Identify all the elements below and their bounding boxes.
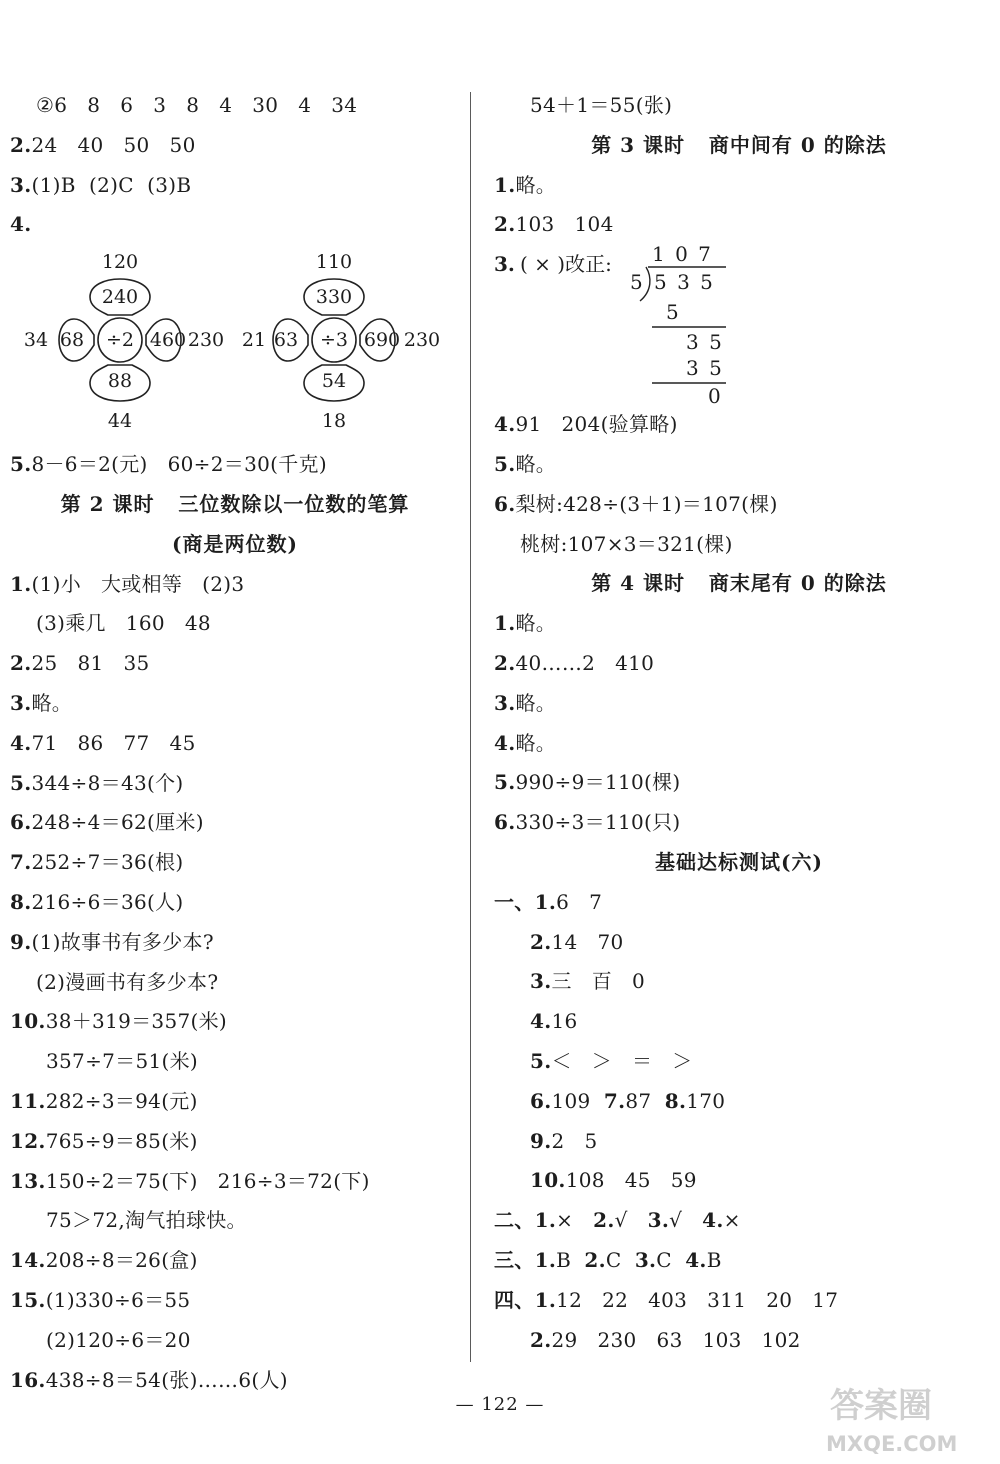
answer-line <box>494 445 984 485</box>
answer-line <box>494 1042 984 1082</box>
answer-text: 14 70 <box>551 929 624 954</box>
answer-line <box>494 405 984 445</box>
answer-text: √ <box>669 1208 703 1233</box>
answer-line <box>10 644 460 684</box>
answer-text: 40……2 410 <box>515 650 655 675</box>
question-number: 16. <box>10 1367 46 1392</box>
answer-text: 91 204(验算略) <box>515 412 678 437</box>
question-number: 8. <box>664 1088 687 1113</box>
section-heading: 第 4 课时 商末尾有 0 的除法 <box>591 571 887 596</box>
answer-line <box>10 126 460 166</box>
answer-text: 248÷4＝62(厘米) <box>31 810 204 835</box>
question-number: 2. <box>530 1327 552 1352</box>
flower-diagram-1 <box>24 251 224 432</box>
page-number: — 122 — <box>455 1394 545 1415</box>
question-number: 2. <box>10 651 32 676</box>
flower-center: ÷3 <box>319 329 349 352</box>
flower-bottom-value: 44 <box>107 410 133 433</box>
answer-text: (1)小 大或相等 (2)3 <box>31 571 245 596</box>
answer-text: (1)故事书有多少本? <box>31 929 214 954</box>
question-number: 二、1. <box>494 1208 557 1233</box>
answer-line <box>494 166 984 206</box>
answer-line: (2)120÷6＝20 <box>46 1327 191 1352</box>
answer-line <box>494 684 984 724</box>
section-heading: 第 2 课时 三位数除以一位数的笔算 <box>60 491 410 516</box>
question-number: 4. <box>10 212 32 237</box>
division-step: 3 5 <box>686 330 724 355</box>
flower-right-value: 230 <box>187 329 225 352</box>
question-number: 4. <box>494 730 516 755</box>
answer-line <box>494 1241 984 1281</box>
question-number: 5. <box>10 770 32 795</box>
question-number: 3. <box>10 172 32 197</box>
flower-top-value: 110 <box>315 251 353 274</box>
flower-diagrams <box>10 245 460 445</box>
answer-line: 75＞72,淘气拍球快。 <box>46 1208 247 1233</box>
question-number: 6. <box>10 810 32 835</box>
answer-line <box>494 763 984 803</box>
answer-line <box>10 1122 460 1162</box>
answer-line <box>10 1002 460 1042</box>
answer-line: ②6 8 6 3 8 4 30 4 34 <box>36 93 358 117</box>
question-number: 4. <box>702 1208 724 1233</box>
answer-text: √ <box>614 1208 648 1233</box>
answer-text: 略。 <box>31 690 73 715</box>
answer-line <box>10 843 460 883</box>
question-number: 11. <box>10 1088 46 1113</box>
answer-text: B <box>706 1247 722 1272</box>
question-number: 7. <box>10 850 32 875</box>
answer-text: 38＋319＝357(米) <box>45 1009 228 1034</box>
answer-line <box>494 485 984 525</box>
answer-line <box>10 803 460 843</box>
question-number: 2. <box>593 1208 615 1233</box>
answer-line: (2)漫画书有多少本? <box>36 969 219 994</box>
question-number: 2. <box>584 1247 606 1272</box>
question-number: 2. <box>530 929 552 954</box>
answer-line <box>10 1082 460 1122</box>
flower-left-value: 34 <box>23 329 49 352</box>
question-number: 14. <box>10 1248 46 1273</box>
division-step: 3 5 <box>686 356 724 381</box>
answer-text: 略。 <box>515 451 557 476</box>
watermark-url: MXQE.COM <box>826 1432 958 1456</box>
question-number: 1. <box>494 172 516 197</box>
answer-text: (1)B (2)C (3)B <box>31 172 192 197</box>
flower-left-petal: 68 <box>59 329 85 352</box>
question-number: 3. <box>634 1247 657 1272</box>
section-heading: 第 3 课时 商中间有 0 的除法 <box>591 132 887 157</box>
answer-line <box>494 923 984 963</box>
question-number: 6. <box>494 810 516 835</box>
answer-line <box>10 1241 460 1281</box>
question-number: 2. <box>10 132 32 157</box>
answer-text: C <box>605 1247 635 1272</box>
question-number: 5. <box>494 770 516 795</box>
answer-line <box>494 1082 984 1122</box>
answer-line <box>494 1161 984 1201</box>
question-number: 15. <box>10 1287 46 1312</box>
answer-line <box>10 445 460 485</box>
question-number: 3. <box>494 252 515 277</box>
left-column <box>10 86 460 1400</box>
answer-text: 208÷8＝26(盒) <box>45 1248 198 1273</box>
question-number: 3. <box>647 1208 670 1233</box>
answer-text: 330÷3＝110(只) <box>515 810 681 835</box>
answer-line <box>10 684 460 724</box>
answer-text: 6 7 <box>556 889 603 914</box>
answer-text: × <box>556 1208 594 1233</box>
answer-line <box>494 1321 984 1361</box>
answer-line <box>10 1162 460 1202</box>
answer-text: ( × )改正: <box>520 252 612 277</box>
answer-text: 282÷3＝94(元) <box>45 1088 198 1113</box>
question-number: 三、1. <box>494 1247 557 1272</box>
answer-line <box>494 1122 984 1162</box>
answer-text: 71 86 77 45 <box>31 730 196 755</box>
answer-text: 252÷7＝36(根) <box>31 850 184 875</box>
question-number: 四、1. <box>494 1287 557 1312</box>
question-number: 12. <box>10 1128 46 1153</box>
question-number: 4. <box>530 1009 552 1034</box>
division-divisor: 5 <box>630 270 643 295</box>
answer-text: C <box>656 1247 686 1272</box>
question-number: 13. <box>10 1168 46 1193</box>
flower-right-value: 230 <box>403 329 441 352</box>
answer-line: 桃树:107×3＝321(棵) <box>520 531 733 556</box>
question-number: 10. <box>530 1168 566 1193</box>
answer-text: 8－6＝2(元) 60÷2＝30(千克) <box>31 452 327 477</box>
answer-line <box>494 962 984 1002</box>
answer-text: 344÷8＝43(个) <box>31 770 184 795</box>
answer-text: (1)330÷6＝55 <box>45 1287 191 1312</box>
column-divider <box>470 92 471 1362</box>
question-number: 5. <box>530 1048 552 1073</box>
answer-text: × <box>723 1208 741 1233</box>
question-number: 3. <box>494 690 516 715</box>
answer-text: 170 <box>686 1088 726 1113</box>
question-number: 4. <box>494 412 516 437</box>
division-quotient: 1 0 7 <box>652 245 713 267</box>
flower-right-petal: 690 <box>363 329 401 352</box>
question-number: 6. <box>530 1088 552 1113</box>
answer-line: (3)乘几 160 48 <box>36 611 211 636</box>
answer-line <box>494 883 984 923</box>
answer-text: 略。 <box>515 730 557 755</box>
flower-bottom-value: 18 <box>321 410 347 433</box>
section-heading: 基础达标测试(六) <box>655 849 823 874</box>
answer-text: 29 230 63 103 102 <box>551 1327 801 1352</box>
question-number: 4. <box>10 730 32 755</box>
answer-text: 略。 <box>515 611 557 636</box>
answer-line <box>494 644 984 684</box>
answer-line <box>494 1281 984 1321</box>
answer-text: 2 5 <box>551 1128 598 1153</box>
flower-center: ÷2 <box>105 329 135 352</box>
answer-text: 16 <box>551 1009 578 1034</box>
answer-text: ＜ ＞ ＝ ＞ <box>551 1048 693 1073</box>
answer-text: 略。 <box>515 690 557 715</box>
answer-line <box>10 166 460 206</box>
division-step: 5 <box>666 300 679 325</box>
answer-text: 103 104 <box>515 212 614 237</box>
answer-text: 990÷9＝110(棵) <box>515 770 681 795</box>
answer-line <box>10 764 460 804</box>
question-number: 3. <box>10 690 32 715</box>
division-remainder: 0 <box>708 384 721 406</box>
flower-lower-petal: 54 <box>321 370 347 393</box>
question-number: 7. <box>603 1088 626 1113</box>
watermark-text: 答案圈 <box>830 1386 932 1426</box>
flower-upper-petal: 240 <box>101 286 139 309</box>
question-number: 8. <box>10 889 32 914</box>
flower-top-value: 120 <box>101 251 139 274</box>
answer-line <box>10 724 460 764</box>
question-number: 1. <box>10 571 32 596</box>
question-number: 5. <box>494 451 516 476</box>
answer-text: 216÷6＝36(人) <box>31 889 184 914</box>
question-number: 1. <box>494 611 516 636</box>
answer-line <box>10 565 460 605</box>
answer-line <box>494 604 984 644</box>
section-subheading: (商是两位数) <box>172 531 298 556</box>
answer-text: 略。 <box>515 172 557 197</box>
flower-right-petal: 460 <box>149 329 187 352</box>
question-number: 9. <box>530 1128 552 1153</box>
answer-text: 12 22 403 311 20 17 <box>556 1287 839 1312</box>
question-number: 9. <box>10 929 32 954</box>
answer-text: B <box>556 1247 585 1272</box>
flower-lower-petal: 88 <box>107 370 133 393</box>
question-number: 5. <box>10 452 32 477</box>
answer-text: 25 81 35 <box>31 651 150 676</box>
flower-left-value: 21 <box>241 329 267 352</box>
question-number: 10. <box>10 1009 46 1034</box>
answer-line <box>10 923 460 963</box>
answer-text: 108 45 59 <box>565 1168 697 1193</box>
question-number: 一、1. <box>494 889 557 914</box>
answer-line <box>494 205 984 245</box>
flower-left-petal: 63 <box>273 329 299 352</box>
division-dividend: 5 3 5 <box>654 270 715 295</box>
long-division <box>630 245 726 405</box>
answer-line <box>10 205 460 245</box>
answer-line: 54＋1＝55(张) <box>530 93 673 117</box>
answer-line: 357÷7＝51(米) <box>46 1049 199 1074</box>
answer-text: 87 <box>625 1088 665 1113</box>
answer-text: 三 百 0 <box>551 969 646 994</box>
right-column <box>494 86 984 1360</box>
answer-text: 150÷2＝75(下) 216÷3＝72(下) <box>45 1168 370 1193</box>
answer-line <box>494 803 984 843</box>
question-number: 3. <box>530 969 552 994</box>
answer-text: 765÷9＝85(米) <box>45 1128 198 1153</box>
answer-line <box>10 883 460 923</box>
answer-line <box>494 1201 984 1241</box>
question-number: 2. <box>494 650 516 675</box>
answer-text: 438÷8＝54(张)……6(人) <box>45 1367 288 1392</box>
watermark-logo <box>820 1375 990 1460</box>
answer-line <box>494 1002 984 1042</box>
answer-line <box>10 1281 460 1321</box>
question-number: 6. <box>494 491 516 516</box>
question-number: 2. <box>494 212 516 237</box>
flower-diagram-2 <box>242 251 440 432</box>
answer-text: 梨树:428÷(3＋1)＝107(棵) <box>515 491 778 516</box>
answer-text: 24 40 50 50 <box>31 132 196 157</box>
flower-upper-petal: 330 <box>315 286 353 309</box>
question-number: 4. <box>685 1247 707 1272</box>
long-division-block <box>494 245 984 405</box>
answer-text: 109 <box>551 1088 604 1113</box>
answer-line <box>494 724 984 764</box>
